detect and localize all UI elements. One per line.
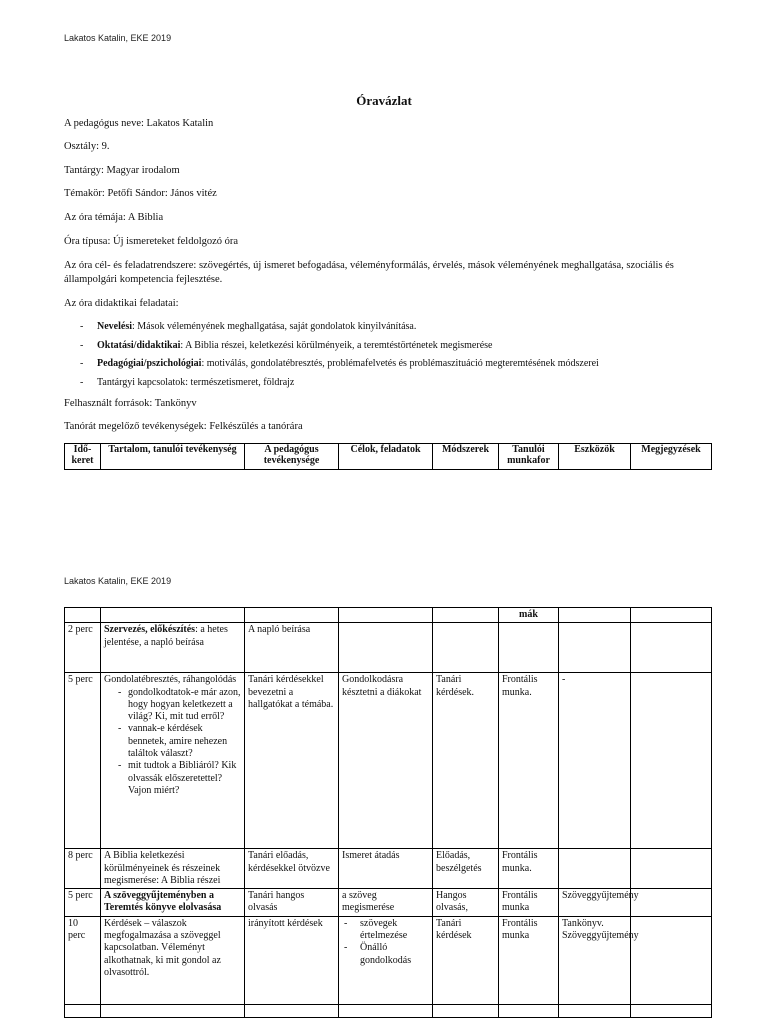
cell-celok: Ismeret átadás — [339, 849, 433, 889]
cell-modszerek: Tanári kérdések — [433, 916, 499, 1004]
lesson-table-header — [64, 443, 712, 470]
list-item: - gondolkodtatok-e már azon, hogy hogyan keletkezett a világ? Ki, mit tud erről? — [104, 687, 241, 724]
cell-ido: 8 perc — [65, 849, 101, 889]
header-pedagogus: A pedagógus tevékenysége — [245, 444, 339, 470]
field-celrendszer: Az óra cél- és feladatrendszere: szövegértés, új ismeret befogadása, véleményformálás, érvelés, mások véleményének meghallgatása, szociális és állampolgári kompetencia fejlesztése. — [64, 260, 674, 285]
cell-ido: 2 perc — [65, 623, 101, 673]
cell-celok: a szöveg megismerése — [339, 889, 433, 917]
task-label: Oktatási/didaktikai — [97, 340, 181, 351]
task-text: : motiválás, gondolatébresztés, problémafelvetés és problémaszituáció megteremtésének módszerei — [201, 358, 599, 369]
page-header: Lakatos Katalin, EKE 2019 — [64, 33, 172, 43]
field-forrasok: Felhasznált források: Tankönyv — [64, 398, 197, 409]
cell-munkaforma: Frontális munka — [499, 889, 559, 917]
field-pedagogus: A pedagógus neve: Lakatos Katalin — [64, 118, 214, 129]
header-munkaforma-cont: mák — [499, 608, 559, 623]
lesson-table — [64, 607, 712, 1018]
cell-tartalom: Kérdések – válaszok megfogalmazása a szöveggel kapcsolatban. Véleményt alkothatnak, ki mit gondol az olvasottról. — [101, 916, 245, 1004]
cell-eszkozok: Szöveggyűjtemény — [559, 889, 631, 917]
task-item: - Nevelési: Mások véleményének meghallgatása, saját gondolatok kinyilvánítása. — [80, 321, 417, 332]
cell-pedagogus: Tanári hangos olvasás — [245, 889, 339, 917]
table-row — [65, 608, 712, 623]
header-tartalom: Tartalom, tanulói tevékenység — [101, 444, 245, 470]
cell-eszkozok: Tankönyv. Szöveggyűjtemény — [559, 916, 631, 1004]
header-celok: Célok, feladatok — [339, 444, 433, 470]
task-item: - Oktatási/didaktikai: A Biblia részei, keletkezési körülményeik, a teremtéstörténetek megismerése — [80, 340, 493, 351]
cell-tartalom: Gondolatébresztés, ráhangolódás - gondolkodtatok-e már azon, hogy hogyan keletkezett a világ? Ki, mit tud erről? - vannak-e kérdések bennetek, amire nehezen találtok választ? - mit tudtok a Bibliáról? Kik olvassák előszeretettel? Vajon miért? — [101, 673, 245, 849]
header-eszkozok: Eszközök — [559, 444, 631, 470]
page-header: Lakatos Katalin, EKE 2019 — [64, 576, 172, 586]
task-text: : Mások véleményének meghallgatása, saját gondolatok kinyilvánítása. — [132, 321, 417, 332]
field-megelozo: Tanórát megelőző tevékenységek: Felkészülés a tanórára — [64, 421, 303, 432]
cell-pedagogus: Tanári kérdésekkel bevezetni a hallgatókat a témába. — [245, 673, 339, 849]
task-item: - Pedagógiai/pszichológiai: motiválás, gondolatébresztés, problémafelvetés és problémaszituáció megteremtésének módszerei — [80, 358, 599, 369]
cell-celok: Gondolkodásra késztetni a diákokat — [339, 673, 433, 849]
cell-ido: 5 perc — [65, 889, 101, 917]
table-row — [65, 673, 712, 849]
table-row — [65, 1004, 712, 1017]
cell-tartalom: A szöveggyűjteményben a Teremtés könyve elolvasása — [101, 889, 245, 917]
cell-tartalom: Szervezés, előkészítés: a hetes jelentése, a napló beírása — [101, 623, 245, 673]
cell-pedagogus: A napló beírása — [245, 623, 339, 673]
header-modszerek: Módszerek — [433, 444, 499, 470]
list-item: - Önálló gondolkodás — [342, 942, 429, 967]
table-row — [65, 623, 712, 673]
cell-celok — [339, 916, 433, 1004]
cell-modszerek: Hangos olvasás, — [433, 889, 499, 917]
field-didaktikai: Az óra didaktikai feladatai: — [64, 298, 179, 309]
cell-tartalom: A Biblia keletkezési körülményeinek és részeinek megismerése: A Biblia részei — [101, 849, 245, 889]
table-row — [65, 889, 712, 917]
field-temakor: Témakör: Petőfi Sándor: János vitéz — [64, 188, 217, 199]
cell-modszerek: Tanári kérdések. — [433, 673, 499, 849]
task-text: : A Biblia részei, keletkezési körülményeik, a teremtéstörténetek megismerése — [180, 340, 493, 351]
field-tema: Az óra témája: A Biblia — [64, 212, 164, 223]
list-item: - vannak-e kérdések bennetek, amire nehezen találtok választ? — [104, 723, 241, 760]
task-label: Pedagógiai/pszichológiai — [97, 358, 202, 369]
cell-ido: 10 perc — [65, 916, 101, 1004]
cell-pedagogus: irányított kérdések — [245, 916, 339, 1004]
list-item: - mit tudtok a Bibliáról? Kik olvassák előszeretettel? Vajon miért? — [104, 760, 241, 797]
table-row — [65, 849, 712, 889]
task-text: Tantárgyi kapcsolatok: természetismeret, földrajz — [97, 377, 295, 388]
cell-munkaforma: Frontális munka. — [499, 673, 559, 849]
cell-ido: 5 perc — [65, 673, 101, 849]
cell-eszkozok: - — [559, 673, 631, 849]
cell-munkaforma: Frontális munka — [499, 916, 559, 1004]
header-munkaforma: Tanulói munkafor — [499, 444, 559, 470]
document-title: Óravázlat — [356, 93, 412, 108]
cell-modszerek: Előadás, beszélgetés — [433, 849, 499, 889]
field-tipus: Óra típusa: Új ismereteket feldolgozó óra — [64, 236, 239, 247]
field-tantargy: Tantárgy: Magyar irodalom — [64, 165, 180, 176]
header-ido: Idő-keret — [65, 444, 101, 470]
task-item: - Tantárgyi kapcsolatok: természetismeret, földrajz — [80, 377, 295, 388]
task-label: Nevelési — [97, 321, 132, 332]
list-item: - szövegek értelmezése — [342, 918, 429, 943]
cell-pedagogus: Tanári előadás, kérdésekkel ötvözve — [245, 849, 339, 889]
field-osztaly: Osztály: 9. — [64, 141, 110, 152]
header-megjegyzesek: Megjegyzések — [631, 444, 712, 470]
cell-munkaforma: Frontális munka. — [499, 849, 559, 889]
table-row — [65, 916, 712, 1004]
